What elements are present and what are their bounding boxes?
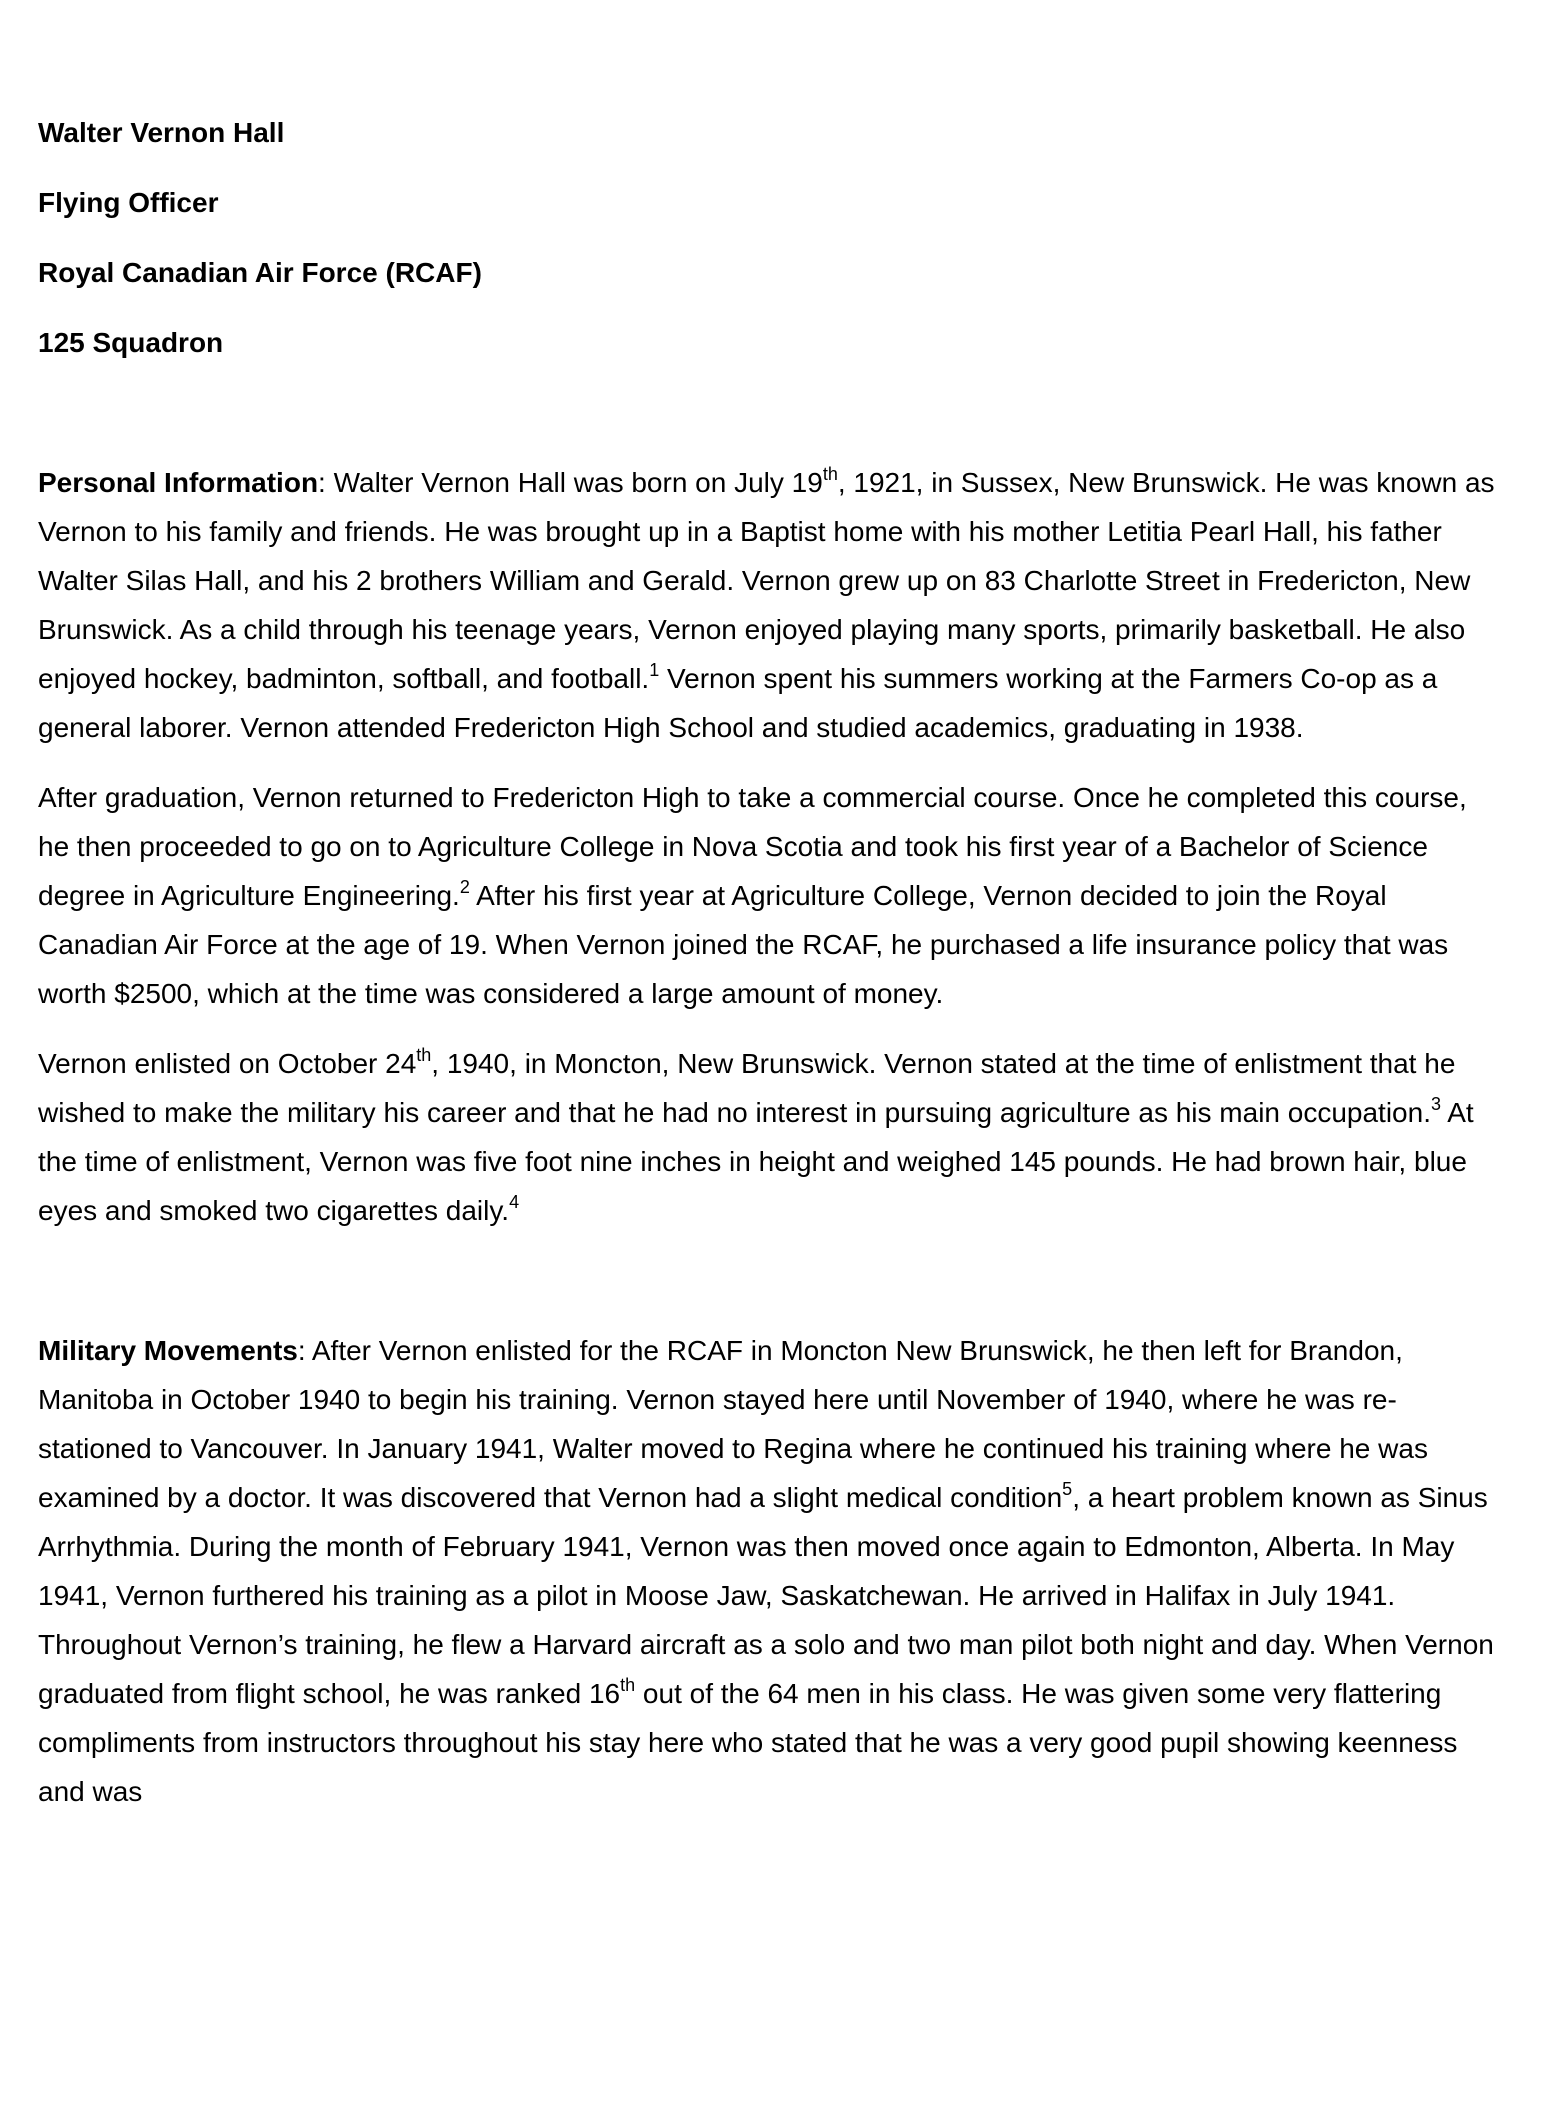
paragraph-text: , a heart problem known as Sinus Arrhythmia. During the month of February 1941, Vernon was then moved once again to Edmonton, Alberta. In May 1941, Vernon furthered his training as a pilot in Moose Jaw, Saskatchewan. He arrived in Halifax in July 1941. Throughout Vernon’s training, he flew a Harvard aircraft as a solo and two man pilot both night and day. When Vernon graduated from flight school, he was ranked 16 xyxy=(38,1482,1502,1709)
superscript-ref: 1 xyxy=(649,660,660,681)
paragraph-text: , 1940, in Moncton, New Brunswick. Vernon stated at the time of enlistment that he wished to make the military his career and that he had no interest in pursuing agriculture as his main occupation. xyxy=(38,1048,1464,1128)
paragraph-text: After graduation, Vernon returned to Fredericton High to take a commercial course. Once he completed this course, he then proceeded to go on to Agriculture College in Nova Scotia and took his first year of a Bachelor of Science degree in Agriculture Engineering. xyxy=(38,782,1475,911)
superscript-ref: 3 xyxy=(1430,1094,1441,1115)
paragraph-lead-label: Personal Information xyxy=(38,467,319,498)
paragraph-text: After his first year at Agriculture College, Vernon decided to join the Royal Canadian Air Force at the age of 19. When Vernon joined the RCAF, he purchased a life insurance policy that was worth $2500, which at the time was considered a large amount of money. xyxy=(38,880,1456,1009)
header-line-service: Royal Canadian Air Force (RCAF) xyxy=(38,257,482,288)
military-movements-paragraph xyxy=(38,1326,1502,1816)
paragraph-lead-label: Military Movements xyxy=(38,1335,298,1366)
document-body xyxy=(38,458,1503,1816)
paragraph-text: Vernon enlisted on October 24 xyxy=(38,1048,417,1079)
document-header xyxy=(38,108,1497,367)
superscript-ref: th xyxy=(620,1675,636,1696)
blank-line xyxy=(38,1256,1497,1326)
paragraph-text: Vernon spent his summers working at the Farmers Co-op as a general laborer. Vernon attended Fredericton High School and studied academics, graduating in 1938. xyxy=(38,663,1446,743)
header-line-rank: Flying Officer xyxy=(38,187,219,218)
header-body-spacer xyxy=(38,388,1497,458)
superscript-ref: 2 xyxy=(459,877,470,898)
personal-information-paragraph xyxy=(38,458,1503,752)
paragraph-text: : After Vernon enlisted for the RCAF in Moncton New Brunswick, he then left for Brandon, Manitoba in October 1940 to begin his training. Vernon stayed here until November of 1940, where he was re-stationed to Vancouver. In January 1941, Walter moved to Regina where he continued his training where he was examined by a doctor. It was discovered that Vernon had a slight medical condition xyxy=(38,1335,1436,1513)
after-graduation-paragraph xyxy=(38,773,1497,1018)
header-line-squadron: 125 Squadron xyxy=(38,327,224,358)
superscript-ref: 4 xyxy=(509,1192,520,1213)
paragraph-text: : Walter Vernon Hall was born on July 19 xyxy=(318,467,823,498)
superscript-ref: th xyxy=(822,464,838,485)
enlistment-paragraph xyxy=(38,1039,1497,1235)
superscript-ref: 5 xyxy=(1062,1479,1073,1500)
paragraph-text: At the time of enlistment, Vernon was five foot nine inches in height and weighed 145 pounds. He had brown hair, blue eyes and smoked two cigarettes daily. xyxy=(38,1097,1482,1226)
superscript-ref: th xyxy=(416,1045,432,1066)
paragraph-text: out of the 64 men in his class. He was given some very flattering compliments from instructors throughout his stay here who stated that he was a very good pupil showing keenness and was xyxy=(38,1678,1466,1807)
paragraph-text: , 1921, in Sussex, New Brunswick. He was known as Vernon to his family and friends. He was brought up in a Baptist home with his mother Letitia Pearl Hall, his father Walter Silas Hall, and his 2 brothers William and Gerald. Vernon grew up on 83 Charlotte Street in Fredericton, New Brunswick. As a child through his teenage years, Vernon enjoyed playing many sports, primarily basketball. He also enjoyed hockey, badminton, softball, and football. xyxy=(38,467,1503,694)
header-line-name: Walter Vernon Hall xyxy=(38,117,285,148)
